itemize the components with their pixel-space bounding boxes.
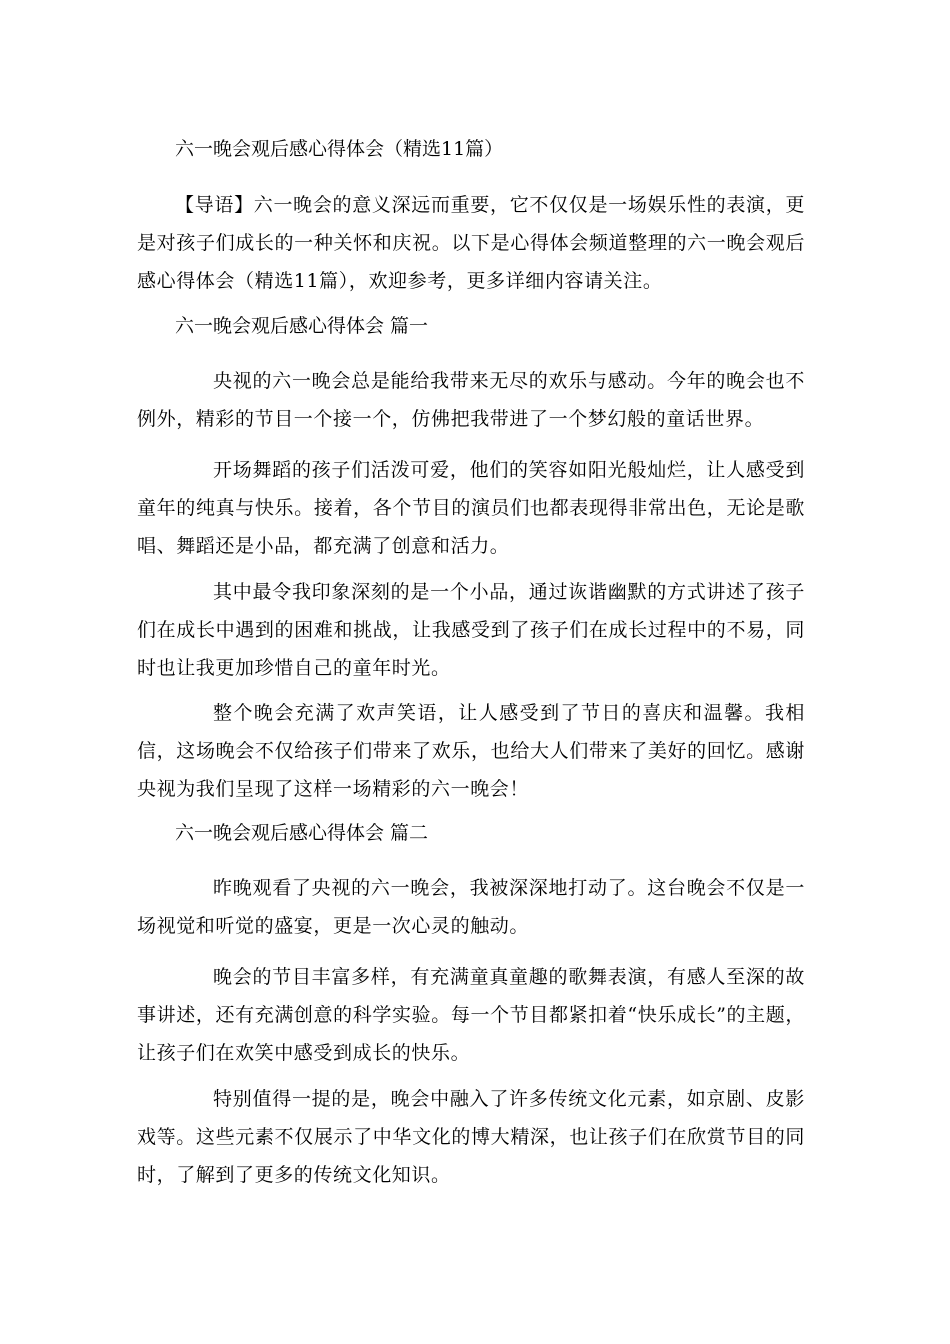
- section1-paragraph-4: 整个晚会充满了欢声笑语，让人感受到了节日的喜庆和温馨。我相信，这场晚会不仅给孩子们带来了欢乐，也给大人们带来了美好的回忆。感谢央视为我们呈现了这样一场精彩的六一晚会！: [137, 702, 805, 800]
- section2-paragraph-2: 晚会的节目丰富多样，有充满童真童趣的歌舞表演，有感人至深的故事讲述，还有充满创意的科学实验。每一个节目都紧扣着“快乐成长”的主题，让孩子们在欢笑中感受到成长的快乐。: [137, 966, 805, 1064]
- section1-paragraph-1: 央视的六一晚会总是能给我带来无尽的欢乐与感动。今年的晚会也不例外，精彩的节目一个接一个，仿佛把我带进了一个梦幻般的童话世界。: [137, 370, 805, 430]
- section1-paragraph-2: 开场舞蹈的孩子们活泼可爱，他们的笑容如阳光般灿烂，让人感受到童年的纯真与快乐。接着，各个节目的演员们也都表现得非常出色，无论是歌唱、舞蹈还是小品，都充满了创意和活力。: [137, 459, 805, 557]
- section2-paragraph-1: 昨晚观看了央视的六一晚会，我被深深地打动了。这台晚会不仅是一场视觉和听觉的盛宴，更是一次心灵的触动。: [137, 877, 805, 937]
- document-title: 六一晚会观后感心得体会（精选11篇）: [175, 138, 504, 160]
- intro-paragraph: 【导语】六一晚会的意义深远而重要，它不仅仅是一场娱乐性的表演，更是对孩子们成长的一种关怀和庆祝。以下是心得体会频道整理的六一晚会观后感心得体会（精选11篇），欢迎参考，更多详细内容请关注。: [137, 194, 805, 292]
- section2-paragraph-3: 特别值得一提的是，晚会中融入了许多传统文化元素，如京剧、皮影戏等。这些元素不仅展示了中华文化的博大精深，也让孩子们在欣赏节目的同时，了解到了更多的传统文化知识。: [137, 1088, 805, 1186]
- section-heading-2: 六一晚会观后感心得体会 篇二: [175, 822, 429, 844]
- section-heading-1: 六一晚会观后感心得体会 篇一: [175, 315, 429, 337]
- section1-paragraph-3: 其中最令我印象深刻的是一个小品，通过诙谐幽默的方式讲述了孩子们在成长中遇到的困难和挑战，让我感受到了孩子们在成长过程中的不易，同时也让我更加珍惜自己的童年时光。: [137, 581, 805, 679]
